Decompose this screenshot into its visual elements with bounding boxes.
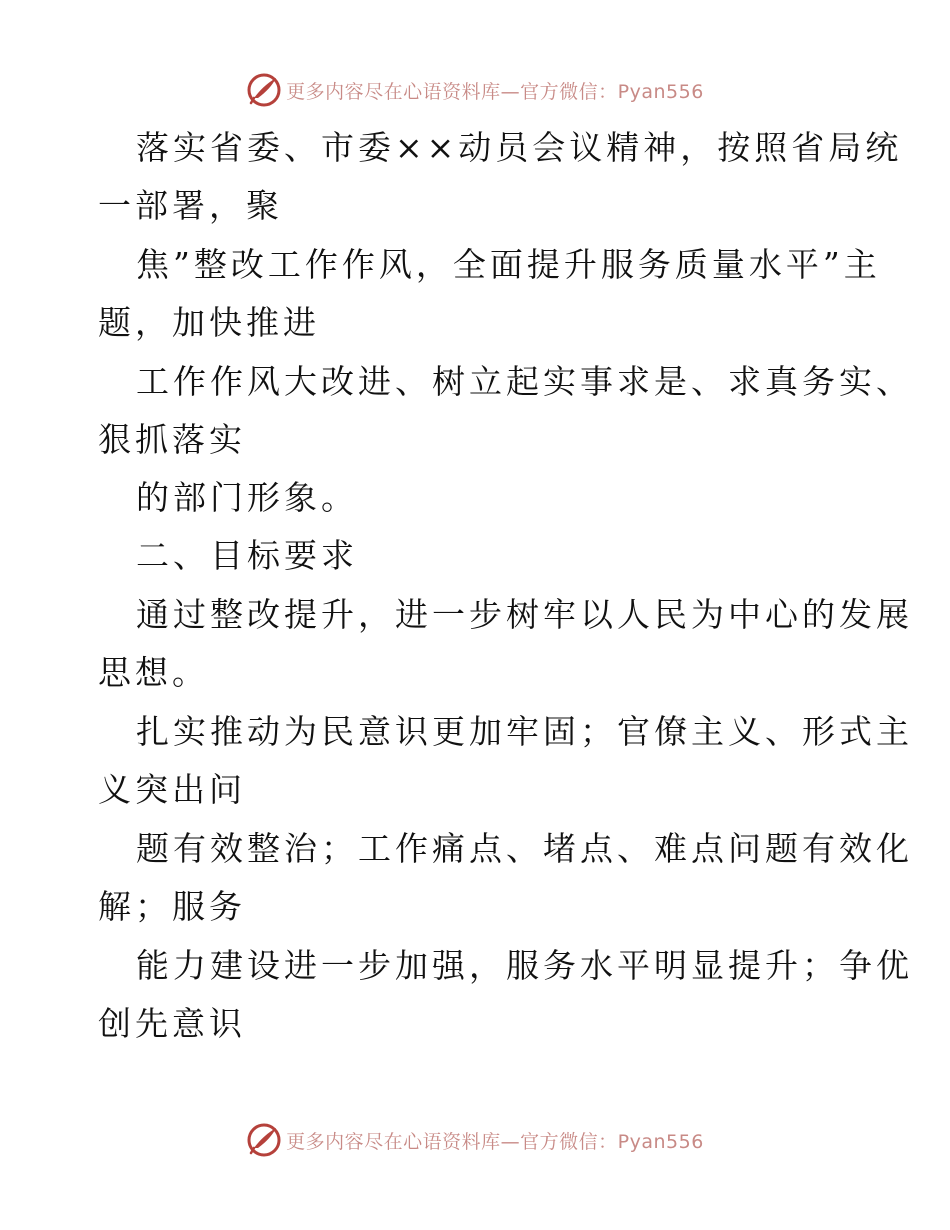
text-line: 落实省委、市委××动员会议精神，按照省局统 <box>136 128 903 167</box>
text-line: 思想。 <box>98 653 209 692</box>
text-line: 焦”整改工作作风，全面提升服务质量水平”主 <box>136 245 881 284</box>
text-line: 创先意识 <box>98 1004 246 1043</box>
text-line: 的部门形象。 <box>136 478 358 517</box>
text-line: 义突出问 <box>98 770 246 809</box>
header-watermark <box>0 70 950 110</box>
text-line: 解；服务 <box>98 887 246 926</box>
quill-pen-logo-icon <box>246 1122 282 1158</box>
text-line: 扎实推动为民意识更加牢固；官僚主义、形式主 <box>136 712 913 751</box>
quill-pen-logo-icon <box>246 72 282 108</box>
watermark-text: 更多内容尽在心语资料库—官方微信：Pyan556 <box>286 1130 704 1153</box>
text-line: 通过整改提升，进一步树牢以人民为中心的发展 <box>136 595 913 634</box>
text-line: 一部署，聚 <box>98 186 283 225</box>
text-line: 题，加快推进 <box>98 303 320 342</box>
section-heading: 二、目标要求 <box>136 536 358 575</box>
footer-watermark <box>0 1120 950 1160</box>
text-line: 狠抓落实 <box>98 420 246 459</box>
text-line: 能力建设进一步加强，服务水平明显提升；争优 <box>136 946 913 985</box>
watermark-text: 更多内容尽在心语资料库—官方微信：Pyan556 <box>286 80 704 103</box>
text-line: 工作作风大改进、树立起实事求是、求真务实、 <box>136 362 913 401</box>
text-line: 题有效整治；工作痛点、堵点、难点问题有效化 <box>136 829 913 868</box>
